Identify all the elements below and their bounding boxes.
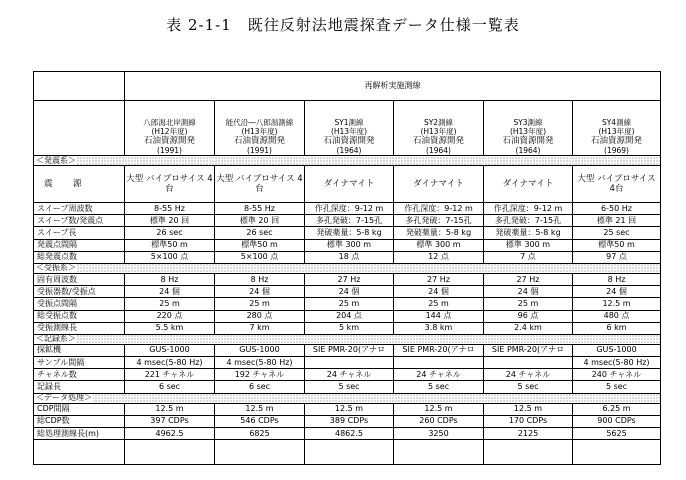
table-cell: 6 sec bbox=[215, 381, 305, 393]
table-row bbox=[34, 215, 661, 227]
row-label: スイープ周波数 bbox=[34, 203, 125, 215]
table-cell: 18 点 bbox=[305, 251, 394, 263]
table-cell: 24 個 bbox=[573, 286, 661, 298]
table-cell: 2.4 km bbox=[484, 322, 573, 334]
table-cell bbox=[215, 440, 305, 465]
table-cell: GUS-1000 bbox=[573, 344, 661, 356]
table-cell: 27 Hz bbox=[484, 273, 573, 285]
table-cell bbox=[305, 357, 394, 369]
table-cell: 280 点 bbox=[215, 310, 305, 322]
table-cell: 7 点 bbox=[484, 251, 573, 263]
table-row bbox=[34, 369, 661, 381]
table-cell: 3.8 km bbox=[394, 322, 484, 334]
table-cell bbox=[305, 440, 394, 465]
line-cell: 能代沿―八郎潟測線 (H13年度) 石油資源開発 (1991) bbox=[215, 101, 305, 156]
line-cell: SY2測線 (H13年度) 石油資源開発 (1964) bbox=[394, 101, 484, 156]
table-cell: 作孔深度：9-12 m bbox=[484, 203, 573, 215]
corner-cell bbox=[34, 72, 125, 101]
table-cell: 6 sec bbox=[125, 381, 215, 393]
row-label: 受振点間隔 bbox=[34, 298, 125, 310]
table-cell: 24 個 bbox=[484, 286, 573, 298]
table-cell: 240 チャネル bbox=[573, 369, 661, 381]
table-cell: 大型 バイブロサイス 4台 bbox=[125, 166, 215, 203]
table-cell: 作孔深度：9-12 m bbox=[394, 203, 484, 215]
table-row bbox=[34, 428, 661, 440]
header-row bbox=[34, 72, 661, 101]
table-cell: 27 Hz bbox=[394, 273, 484, 285]
table-cell: 12.5 m bbox=[394, 403, 484, 415]
line-cell: SY4測線 (H13年度) 石油資源開発 (1969) bbox=[573, 101, 661, 156]
table-cell: ダイナマイト bbox=[484, 166, 573, 203]
row-label: CDP間隔 bbox=[34, 403, 125, 415]
table-cell: 8 Hz bbox=[125, 273, 215, 285]
table-cell: 260 CDPs bbox=[394, 415, 484, 427]
table-row bbox=[34, 286, 661, 298]
table-row bbox=[34, 415, 661, 427]
table-cell: 標準 300 m bbox=[305, 239, 394, 251]
table-cell: GUS-1000 bbox=[125, 344, 215, 356]
row-label: 受振器数/受振点 bbox=[34, 286, 125, 298]
table-cell: 大型 バイブロサイス 4台 bbox=[215, 166, 305, 203]
table-cell: 24 個 bbox=[125, 286, 215, 298]
table-cell: 12.5 m bbox=[125, 403, 215, 415]
table-cell: 24 個 bbox=[305, 286, 394, 298]
table-cell bbox=[484, 357, 573, 369]
table-cell: 24 チャネル bbox=[305, 369, 394, 381]
table-cell: 6.25 m bbox=[573, 403, 661, 415]
row-label: 総CDP数 bbox=[34, 415, 125, 427]
line-cell: SY1測線 (H13年度) 石油資源開発 (1964) bbox=[305, 101, 394, 156]
table-row bbox=[34, 239, 661, 251]
table-cell: 24 個 bbox=[394, 286, 484, 298]
line-cell: 八郎潟北岸測線 (H12年度) 石油資源開発 (1991) bbox=[125, 101, 215, 156]
table-cell: 標準 300 m bbox=[394, 239, 484, 251]
table-cell: 6-50 Hz bbox=[573, 203, 661, 215]
row-label: 受振測線長 bbox=[34, 322, 125, 334]
table-cell: 12 点 bbox=[394, 251, 484, 263]
table-row bbox=[34, 322, 661, 334]
table-cell: 25 sec bbox=[573, 227, 661, 239]
table-cell: SIE PMR-20(アナロ bbox=[394, 344, 484, 356]
table-cell: 24 チャネル bbox=[484, 369, 573, 381]
table-row bbox=[34, 310, 661, 322]
table-cell: 480 点 bbox=[573, 310, 661, 322]
table-cell bbox=[394, 440, 484, 465]
table-cell: 標準50 m bbox=[125, 239, 215, 251]
table-cell: 12.5 m bbox=[305, 403, 394, 415]
table-row bbox=[34, 403, 661, 415]
table-row bbox=[34, 298, 661, 310]
table-cell: 4962.5 bbox=[125, 428, 215, 440]
table-row bbox=[34, 203, 661, 215]
row-label: スイープ長 bbox=[34, 227, 125, 239]
table-cell: 大型 バイブロサイス 4台 bbox=[573, 166, 661, 203]
table-cell: 5 sec bbox=[484, 381, 573, 393]
table-cell: 25 m bbox=[394, 298, 484, 310]
table-cell: 5625 bbox=[573, 428, 661, 440]
section-header: ＜データ処理＞ bbox=[34, 393, 661, 403]
table-cell: 12.5 m bbox=[484, 403, 573, 415]
table-cell bbox=[484, 440, 573, 465]
section-receiver bbox=[34, 263, 661, 273]
table-cell: 標準50 m bbox=[573, 239, 661, 251]
table-cell: SIE PMR-20(アナロ bbox=[305, 344, 394, 356]
table-cell: 5×100 点 bbox=[215, 251, 305, 263]
table-cell: 2125 bbox=[484, 428, 573, 440]
row-label: スイープ数/発震点 bbox=[34, 215, 125, 227]
table-cell: 27 Hz bbox=[305, 273, 394, 285]
table-cell: 6 km bbox=[573, 322, 661, 334]
table-row bbox=[34, 273, 661, 285]
corner-cell bbox=[34, 101, 125, 156]
table-cell: 4862.5 bbox=[305, 428, 394, 440]
row-label: 探鉱機 bbox=[34, 344, 125, 356]
table-cell: 3250 bbox=[394, 428, 484, 440]
table-cell bbox=[394, 357, 484, 369]
table-cell: 25 m bbox=[305, 298, 394, 310]
table-row bbox=[34, 357, 661, 369]
table-cell: ダイナマイト bbox=[305, 166, 394, 203]
table-cell: 8 Hz bbox=[573, 273, 661, 285]
table-cell: GUS-1000 bbox=[215, 344, 305, 356]
table-cell: 発破薬量：5-8 kg bbox=[305, 227, 394, 239]
row-label: サンプル間隔 bbox=[34, 357, 125, 369]
row-label: 総受振点数 bbox=[34, 310, 125, 322]
table-cell: 144 点 bbox=[394, 310, 484, 322]
table-cell: 26 sec bbox=[125, 227, 215, 239]
row-label: 発震点間隔 bbox=[34, 239, 125, 251]
table-cell: 5 sec bbox=[305, 381, 394, 393]
table-cell: 24 チャネル bbox=[394, 369, 484, 381]
table-cell: 26 sec bbox=[215, 227, 305, 239]
table-cell: 多孔発破：7-15孔 bbox=[484, 215, 573, 227]
table-cell: 標準50 m bbox=[215, 239, 305, 251]
line-names-row bbox=[34, 101, 661, 156]
table-cell: 標準 21 回 bbox=[573, 215, 661, 227]
blank-row bbox=[34, 440, 661, 465]
table-cell: 389 CDPs bbox=[305, 415, 394, 427]
table-cell: 97 点 bbox=[573, 251, 661, 263]
row-label: 記録長 bbox=[34, 381, 125, 393]
table-cell: 221 チャネル bbox=[125, 369, 215, 381]
table-cell bbox=[125, 440, 215, 465]
table-cell: 25 m bbox=[215, 298, 305, 310]
table-cell: 24 個 bbox=[215, 286, 305, 298]
row-label: チャネル数 bbox=[34, 369, 125, 381]
table-cell: 4 msec(5-80 Hz) bbox=[573, 357, 661, 369]
line-cell: SY3測線 (H13年度) 石油資源開発 (1964) bbox=[484, 101, 573, 156]
table-cell: 標準 300 m bbox=[484, 239, 573, 251]
table-cell: 397 CDPs bbox=[125, 415, 215, 427]
table-cell: 作孔深度：9-12 m bbox=[305, 203, 394, 215]
table-cell: 4 msec(5-80 Hz) bbox=[125, 357, 215, 369]
section-processing bbox=[34, 393, 661, 403]
table-cell: 900 CDPs bbox=[573, 415, 661, 427]
table-cell: 204 点 bbox=[305, 310, 394, 322]
section-recording bbox=[34, 334, 661, 344]
table-cell: 192 チャネル bbox=[215, 369, 305, 381]
spec-table bbox=[33, 71, 661, 465]
section-header: ＜記録系＞ bbox=[34, 334, 661, 344]
table-cell: 546 CDPs bbox=[215, 415, 305, 427]
table-cell: 5 sec bbox=[573, 381, 661, 393]
table-row bbox=[34, 166, 661, 203]
table-cell: 220 点 bbox=[125, 310, 215, 322]
row-label: 総処理測線長(m) bbox=[34, 428, 125, 440]
table-cell: 7 km bbox=[215, 322, 305, 334]
table-cell: 4 msec(5-80 Hz) bbox=[215, 357, 305, 369]
table-cell bbox=[34, 440, 125, 465]
table-cell: ダイナマイト bbox=[394, 166, 484, 203]
section-source bbox=[34, 156, 661, 166]
table-cell: 25 m bbox=[125, 298, 215, 310]
table-cell: 5.5 km bbox=[125, 322, 215, 334]
table-cell: 8 Hz bbox=[215, 273, 305, 285]
table-cell: 多孔発破：7-15孔 bbox=[305, 215, 394, 227]
table-cell: 96 点 bbox=[484, 310, 573, 322]
table-row bbox=[34, 381, 661, 393]
table-cell: 8-55 Hz bbox=[125, 203, 215, 215]
table-cell bbox=[573, 440, 661, 465]
table-cell: SIE PMR-20(アナロ bbox=[484, 344, 573, 356]
table-cell: 5 sec bbox=[394, 381, 484, 393]
row-label: 震 源 bbox=[34, 166, 125, 203]
table-cell: 標準 20 回 bbox=[125, 215, 215, 227]
table-row bbox=[34, 344, 661, 356]
table-cell: 12.5 m bbox=[215, 403, 305, 415]
section-header: ＜発震系＞ bbox=[34, 156, 661, 166]
table-cell: 8-55 Hz bbox=[215, 203, 305, 215]
table-cell: 発破薬量：5-8 kg bbox=[484, 227, 573, 239]
table-cell: 多孔発破：7-15孔 bbox=[394, 215, 484, 227]
table-cell: 5 km bbox=[305, 322, 394, 334]
table-row bbox=[34, 251, 661, 263]
table-cell: 6825 bbox=[215, 428, 305, 440]
section-header: ＜受振系＞ bbox=[34, 263, 661, 273]
table-cell: 12.5 m bbox=[573, 298, 661, 310]
table-cell: 25 m bbox=[484, 298, 573, 310]
document-title: 表 2-1-1 既往反射法地震探査データ仕様一覧表 bbox=[166, 16, 520, 34]
table-cell: 標準 20 回 bbox=[215, 215, 305, 227]
table-cell: 5×100 点 bbox=[125, 251, 215, 263]
table-cell: 発破薬量：5-8 kg bbox=[394, 227, 484, 239]
row-label: 固有周波数 bbox=[34, 273, 125, 285]
table-row bbox=[34, 227, 661, 239]
header-cell: 再解析実施測線 bbox=[125, 72, 661, 101]
table-cell: 170 CDPs bbox=[484, 415, 573, 427]
row-label: 総発震点数 bbox=[34, 251, 125, 263]
